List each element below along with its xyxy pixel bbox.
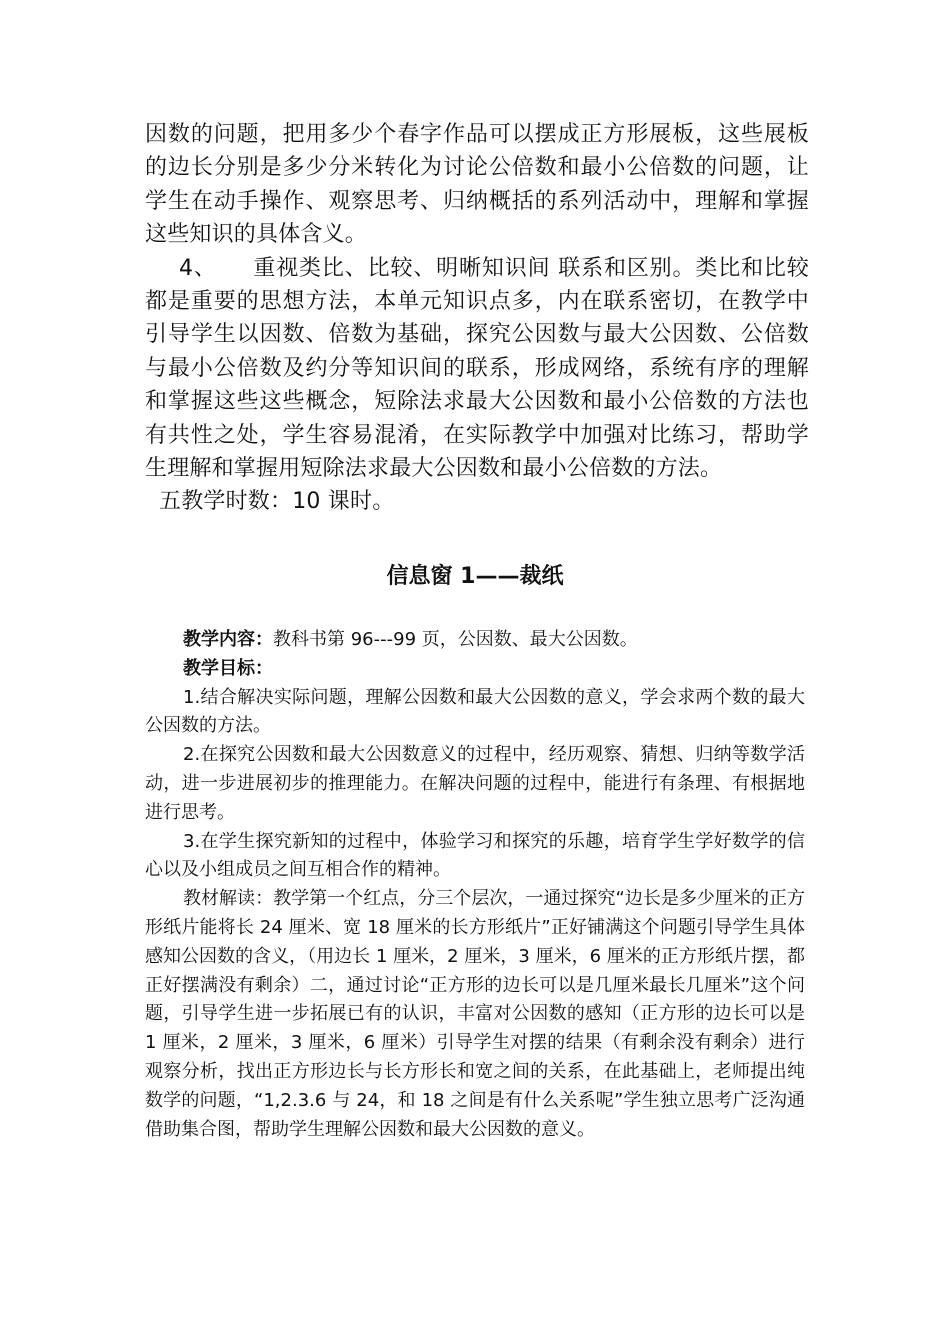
list-item-number: 4、: [179, 255, 217, 281]
teaching-hours: 五教学时数：10 课时。: [159, 489, 395, 515]
section-title: 信息窗 1——裁纸: [386, 564, 564, 589]
teaching-goals-label: 教学目标：: [183, 657, 273, 679]
teaching-content-label: 教学内容：: [183, 629, 273, 650]
textbook-analysis: 教材解读：教学第一个红点，分三个层次，一通过探究“边长是多少厘米的正方形纸片能将长 24 厘米、宽 18 厘米的长方形纸片”正好铺满这个问题引导学生具体感知公因数的含义，（用边长 1 厘米，2 厘米，3 厘米，6 厘米的正方形纸片摆，都正好摆满没有剩余）二，通过讨论“正方形的边长可以是几厘米最长几厘米”这个问题，引导学生进一步拓展已有的认识，丰富对公因数的感知（正方形的边长可以是 1 厘米，2 厘米，3 厘米，6 厘米）引导学生对摆的结果（有剩余没有剩余）进行观察分析，找出正方形边长与长方形长和宽之间的关系，在此基础上，老师提出纯数学的问题，“1,2.3.6 与 24，和 18 之间是有什么关系呢”学生独立思考广泛沟通借助集合图，帮助学生理解公因数和最大公因数的意义。: [145, 888, 805, 1140]
teaching-content-text: 教科书第 96---99 页，公因数、最大公因数。: [273, 629, 638, 650]
teaching-goals-heading: [145, 655, 805, 684]
paragraph-continuation: 因数的问题，把用多少个春字作品可以摆成正方形展板，这些展板的边长分别是多少分米转化为讨论公倍数和最小公倍数的问题，让学生在动手操作、观察思考、归纳概括的系列活动中，理解和掌握这些知识的具体含义。: [145, 122, 809, 248]
list-item-4: [145, 252, 809, 486]
goal-3: 3.在学生探究新知的过程中，体验学习和探究的乐趣，培育学生学好数学的信心以及小组成员之间互相合作的精神。: [145, 830, 805, 881]
teaching-content: [145, 626, 805, 655]
list-item-text: 重视类比、比较、明晰知识间 联系和区别。类比和比较都是重要的思想方法，本单元知识点多，内在联系密切，在教学中引导学生以因数、倍数为基础，探究公因数与最大公因数、公倍数与最小公倍数及约分等知识间的联系，形成网络，系统有序的理解和掌握这些这些概念，短除法求最大公因数和最小公倍数的方法也有共性之处，学生容易混淆，在实际教学中加强对比练习，帮助学生理解和掌握用短除法求最大公因数和最小公倍数的方法。: [145, 255, 809, 482]
upper-section: [145, 118, 809, 519]
goal-2: 2.在探究公因数和最大公因数意义的过程中，经历观察、猜想、归纳等数学活动，进一步进展初步的推理能力。在解决问题的过程中，能进行有条理、有根据地进行思考。: [145, 744, 805, 823]
goal-1: 1.结合解决实际问题，理解公因数和最大公因数的意义，学会求两个数的最大公因数的方法。: [145, 686, 805, 737]
lesson-plan: [145, 626, 805, 1144]
